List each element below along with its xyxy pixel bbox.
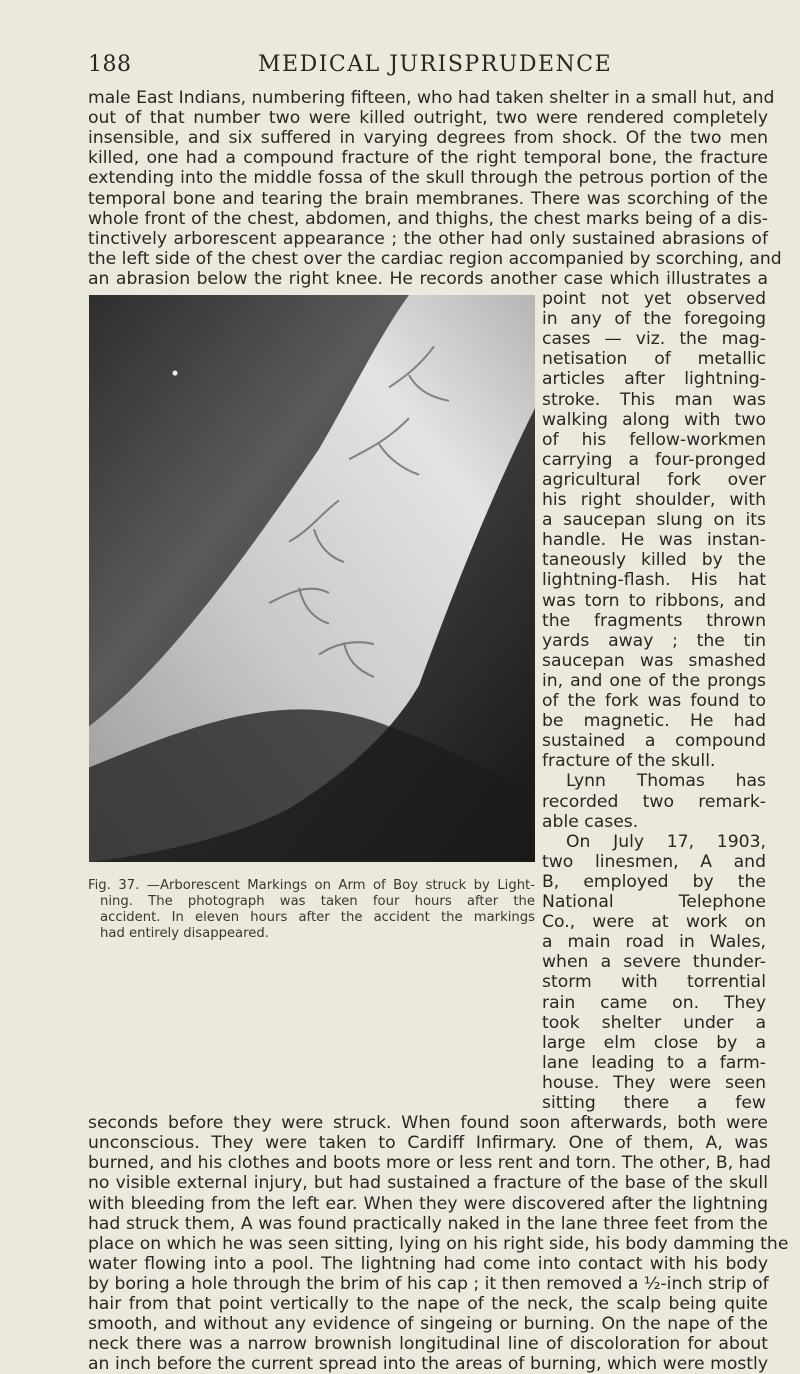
running-title: MEDICAL JURISPRUDENCE xyxy=(258,52,613,77)
body-line: was torn to ribbons, and xyxy=(542,590,766,611)
body-line: unconscious. They were taken to Cardiff Infirmary. One of them, A, was xyxy=(88,1133,768,1154)
body-line: saucepan was smashed xyxy=(542,650,766,671)
body-line: the left side of the chest over the cardiac region accompanied by scorching, and xyxy=(88,248,782,269)
body-line: house. They were seen xyxy=(542,1072,766,1093)
body-line: with bleeding from the left ear. When they were discovered after the lightning xyxy=(88,1193,768,1214)
body-line: handle. He was instan- xyxy=(542,530,766,551)
body-line: lightning-flash. His hat xyxy=(542,570,766,591)
body-line: be magnetic. He had xyxy=(542,711,766,732)
body-line: a main road in Wales, xyxy=(542,932,766,953)
body-line: by boring a hole through the brim of his cap ; it then removed a ½-inch strip of xyxy=(88,1273,769,1294)
body-line: neck there was a narrow brownish longitudinal line of discoloration for about xyxy=(88,1334,768,1355)
body-line: smooth, and without any evidence of singeing or burning. On the nape of the xyxy=(88,1314,768,1335)
body-line: yards away ; the tin xyxy=(542,630,766,651)
body-line: storm with torrential xyxy=(542,972,766,993)
body-line: large elm close by a xyxy=(542,1032,766,1053)
body-line: seconds before they were struck. When found soon afterwards, both were xyxy=(88,1113,768,1134)
body-line: agricultural fork over xyxy=(542,469,766,490)
body-line: burned, and his clothes and boots more or less rent and torn. The other, B, had xyxy=(88,1153,771,1174)
body-line: hair from that point vertically to the nape of the neck, the scalp being quite xyxy=(88,1294,768,1314)
body-line: stroke. This man was xyxy=(542,389,766,410)
body-line: temporal bone and tearing the brain membranes. There was scorching of the xyxy=(88,188,768,209)
body-line: articles after lightning- xyxy=(542,369,766,390)
body-line: sitting there a few xyxy=(542,1093,766,1113)
body-line: netisation of metallic xyxy=(542,349,766,370)
body-line: took shelter under a xyxy=(542,1012,766,1033)
body-line: rain came on. They xyxy=(542,992,766,1013)
page-number: 188 xyxy=(88,52,132,77)
body-line: point not yet observed xyxy=(542,289,766,309)
body-line: tinctively arborescent appearance ; the other had only sustained abrasions of xyxy=(88,228,768,249)
body-line: place on which he was seen sitting, lying on his right side, his body damming the xyxy=(88,1233,789,1254)
body-line: insensible, and six suffered in varying degrees from shock. Of the two men xyxy=(88,128,768,149)
body-line: National Telephone xyxy=(542,892,766,912)
body-line: Co., were at work on xyxy=(542,912,766,933)
caption-line: ning. The photograph was taken four hours after the xyxy=(100,894,535,909)
body-line: On July 17, 1903, xyxy=(566,831,766,852)
body-line: able cases. xyxy=(542,811,639,832)
arm-photograph xyxy=(89,295,535,862)
body-line: water flowing into a pool. The lightning had come into contact with his body xyxy=(88,1253,768,1274)
body-line: carrying a four-pronged xyxy=(542,449,766,470)
body-line: an inch before the current spread into the areas of burning, which were mostly xyxy=(88,1354,768,1374)
body-line: extending into the middle fossa of the skull through the petrous portion of the xyxy=(88,168,768,189)
figure-37-photograph xyxy=(89,295,535,862)
body-line: two linesmen, A and xyxy=(542,851,766,872)
body-line: cases — viz. the mag- xyxy=(542,329,766,350)
body-line: sustained a compound xyxy=(542,731,766,752)
body-line: in any of the foregoing xyxy=(542,309,766,330)
body-line: a saucepan slung on its xyxy=(542,510,766,531)
body-line: of his fellow-workmen xyxy=(542,429,766,450)
body-line: walking along with two xyxy=(542,409,766,430)
body-line: an abrasion below the right knee. He records another case which illustrates a xyxy=(88,268,768,289)
caption-line: Fig. 37. —Arborescent Markings on Arm of Boy struck by Light- xyxy=(88,878,535,893)
body-line: had struck them, A was found practically naked in the lane three feet from the xyxy=(88,1213,768,1234)
body-line: in, and one of the prongs xyxy=(542,670,766,691)
body-line: his right shoulder, with xyxy=(542,490,766,510)
page-header xyxy=(0,52,800,82)
body-line: fracture of the skull. xyxy=(542,751,716,772)
body-line: B, employed by the xyxy=(542,871,766,892)
body-line: Lynn Thomas has xyxy=(566,771,766,792)
body-line: male East Indians, numbering fifteen, who had taken shelter in a small hut, and xyxy=(88,88,775,108)
body-line: no visible external injury, but had sustained a fracture of the base of the skull xyxy=(88,1173,768,1194)
body-line: when a severe thunder- xyxy=(542,952,766,973)
caption-line: had entirely disappeared. xyxy=(100,926,269,941)
body-line: lane leading to a farm- xyxy=(542,1052,766,1073)
body-line: of the fork was found to xyxy=(542,691,766,711)
body-line: whole front of the chest, abdomen, and thighs, the chest marks being of a dis- xyxy=(88,208,768,229)
body-line: the fragments thrown xyxy=(542,610,766,631)
body-line: taneously killed by the xyxy=(542,550,766,571)
body-line: killed, one had a compound fracture of the right temporal bone, the fracture xyxy=(88,148,768,169)
body-line: out of that number two were killed outright, two were rendered completely xyxy=(88,108,768,129)
figure-caption xyxy=(88,878,535,942)
caption-line: accident. In eleven hours after the accident the markings xyxy=(100,910,535,925)
body-line: recorded two remark- xyxy=(542,791,766,812)
